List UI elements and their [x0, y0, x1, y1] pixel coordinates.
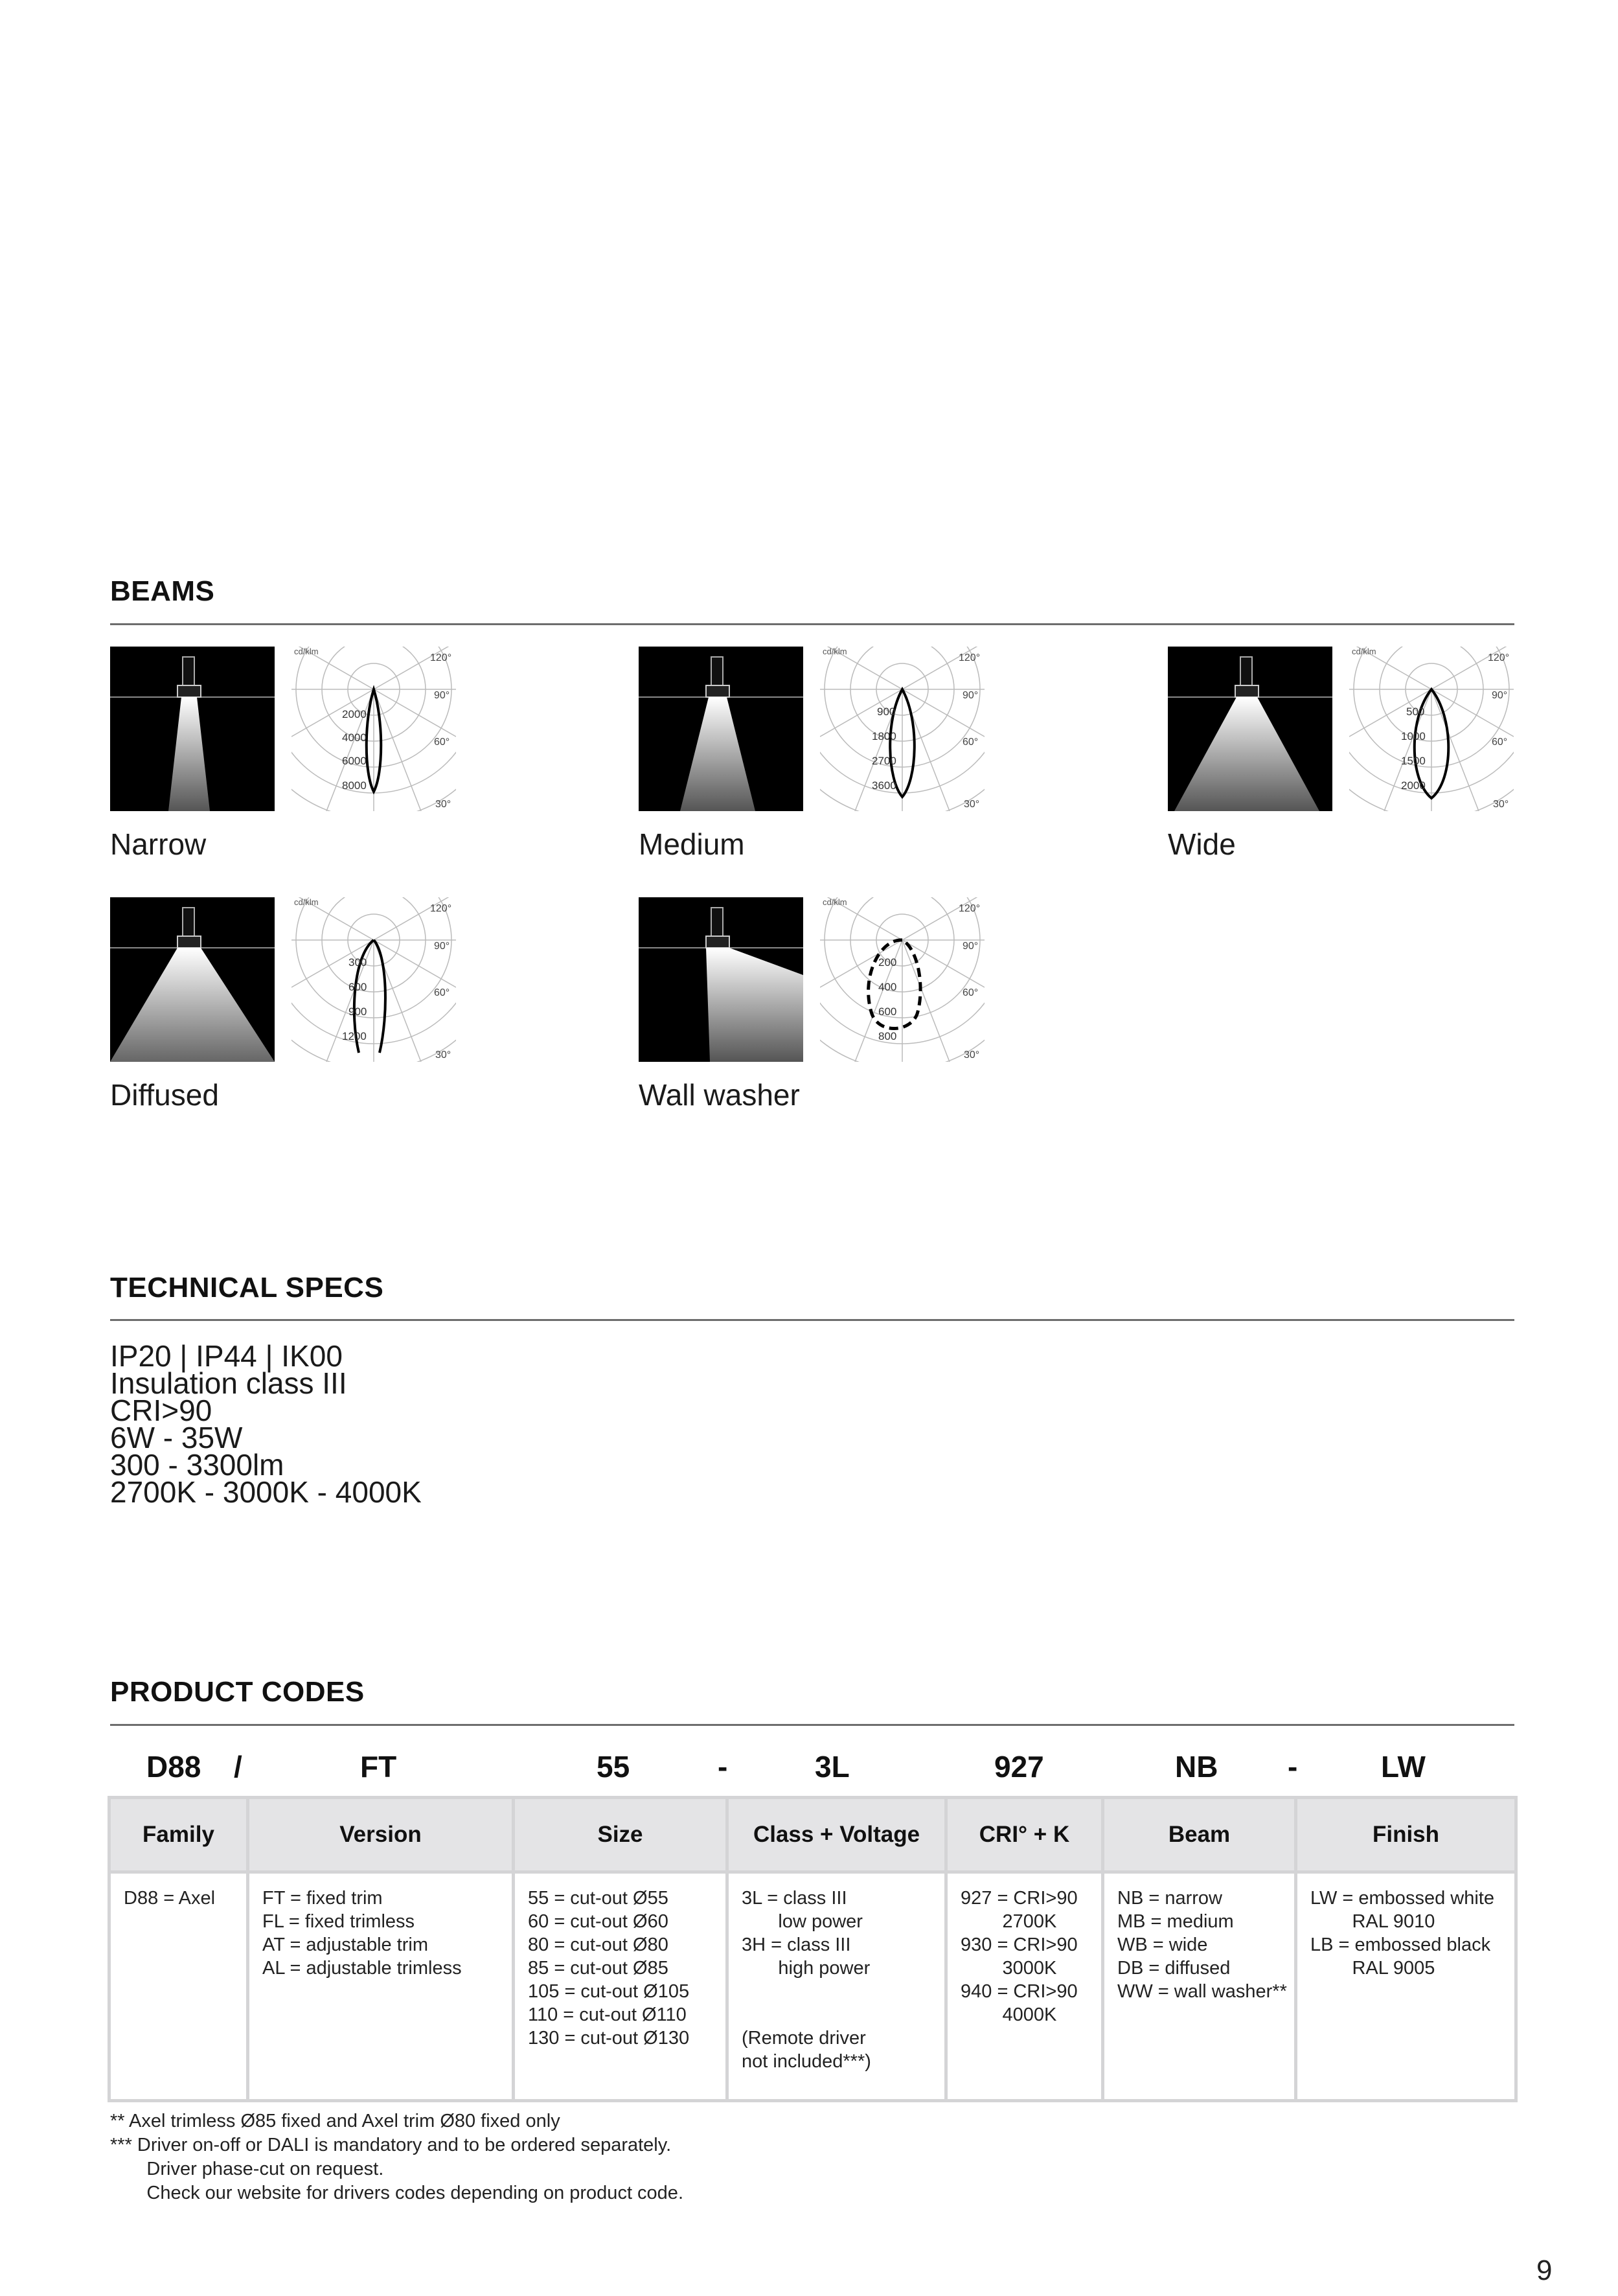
tech-specs-list: [110, 1339, 422, 1509]
cell-finish: [1296, 1872, 1516, 2101]
code-separator: -: [718, 1750, 728, 1784]
narrow-label: Narrow: [110, 827, 207, 861]
cell-line: WB = wide: [1117, 1934, 1208, 1955]
tech-specs-title: TECHNICAL SPECS: [110, 1272, 384, 1303]
radius-value: 600: [878, 1005, 897, 1018]
cell-line: low power: [742, 1911, 863, 1932]
cell-line: MB = medium: [1117, 1911, 1234, 1932]
code-separator: /: [234, 1750, 242, 1784]
wall-washer-polar-diagram: [820, 897, 985, 1062]
cell-line: 930 = CRI>90: [961, 1934, 1078, 1955]
cell-line: AL = adjustable trimless: [262, 1958, 462, 1979]
header-family: Family: [109, 1798, 248, 1872]
cell-line: 85 = cut-out Ø85: [528, 1958, 668, 1979]
wide-beam-photo: [1168, 647, 1332, 811]
angle-label: 60°: [963, 737, 979, 748]
diffused-polar-diagram: [291, 897, 456, 1062]
angle-label: 120°: [959, 903, 981, 914]
angle-label: 30°: [964, 1050, 980, 1061]
code-family: D88: [146, 1750, 201, 1784]
cell-line: FT = fixed trim: [262, 1888, 383, 1909]
cell-line: not included***): [742, 2051, 871, 2072]
angle-label: 90°: [434, 941, 450, 952]
product-codes-rule: [110, 1724, 1514, 1726]
radius-value: 2000: [1401, 779, 1426, 792]
footnote: Driver phase-cut on request.: [110, 2159, 384, 2179]
narrow-polar-diagram: [291, 647, 456, 811]
cell-line: high power: [742, 1958, 871, 1979]
angle-label: 120°: [959, 652, 981, 663]
narrow-beam-photo: [110, 647, 275, 811]
cell-line: FL = fixed trimless: [262, 1911, 415, 1932]
radius-value: 1500: [1401, 755, 1426, 767]
cell-version: [248, 1872, 514, 2101]
cell-line: LW = embossed white: [1310, 1888, 1494, 1909]
cell-line: 940 = CRI>90: [961, 1981, 1078, 2002]
angle-label: 30°: [435, 1050, 451, 1061]
header-class-voltage: Class + Voltage: [727, 1798, 946, 1872]
polar-unit-label: cd/klm: [823, 897, 847, 907]
radius-value: 200: [878, 956, 897, 969]
cell-line: 3000K: [961, 1958, 1057, 1979]
angle-label: 30°: [435, 799, 451, 810]
spec-line: CRI>90: [110, 1394, 212, 1427]
angle-label: 30°: [964, 799, 980, 810]
cell-line: [742, 1980, 931, 2003]
radius-value: 2700: [872, 755, 896, 767]
angle-label: 120°: [430, 903, 452, 914]
radius-value: 400: [878, 981, 897, 993]
code-class: 3L: [815, 1750, 850, 1784]
angle-label: 90°: [963, 690, 979, 701]
code-size: 55: [597, 1750, 630, 1784]
cell-line: AT = adjustable trim: [262, 1934, 429, 1955]
code-finish: LW: [1381, 1750, 1426, 1784]
radius-value: 4000: [342, 731, 367, 744]
cell-line: DB = diffused: [1117, 1958, 1231, 1979]
cell-line: 927 = CRI>90: [961, 1888, 1078, 1909]
polar-unit-label: cd/klm: [294, 647, 319, 656]
radius-value: 600: [348, 981, 367, 993]
header-cri-k: CRI° + K: [946, 1798, 1103, 1872]
tech-specs-rule: [110, 1319, 1514, 1321]
radius-value: 900: [877, 706, 896, 718]
table-row: [109, 1872, 1516, 2101]
wide-polar-diagram: [1349, 647, 1514, 811]
wall-washer-beam-photo: [639, 897, 803, 1062]
product-codes-title: PRODUCT CODES: [110, 1676, 365, 1708]
radius-value: 6000: [342, 755, 367, 767]
radius-value: 1800: [872, 730, 896, 742]
cell-size: [514, 1872, 727, 2101]
cell-line: [742, 2003, 931, 2026]
footnote: *** Driver on-off or DALI is mandatory and to be ordered separately.: [110, 2135, 672, 2155]
spec-line: 2700K - 3000K - 4000K: [110, 1475, 422, 1509]
footnote: ** Axel trimless Ø85 fixed and Axel trim Ø80 fixed only: [110, 2111, 560, 2131]
polar-unit-label: cd/klm: [294, 897, 319, 907]
angle-label: 90°: [963, 941, 979, 952]
cell-line: 3L = class III: [742, 1888, 847, 1909]
code-version: FT: [360, 1750, 397, 1784]
angle-label: 30°: [1493, 799, 1509, 810]
code-cri: 927: [994, 1750, 1044, 1784]
radius-value: 3600: [872, 779, 896, 792]
beams-title: BEAMS: [110, 575, 215, 607]
cell-line: 130 = cut-out Ø130: [528, 2028, 690, 2049]
code-separator: -: [1288, 1750, 1298, 1784]
polar-unit-label: cd/klm: [823, 647, 847, 656]
radius-value: 8000: [342, 779, 367, 792]
cell-line: RAL 9005: [1310, 1958, 1435, 1979]
cell-line: 3H = class III: [742, 1934, 851, 1955]
header-version: Version: [248, 1798, 514, 1872]
cell-line: 80 = cut-out Ø80: [528, 1934, 668, 1955]
medium-label: Medium: [639, 827, 745, 861]
angle-label: 90°: [1492, 690, 1508, 701]
radius-value: 1000: [1401, 730, 1426, 742]
radius-value: 900: [348, 1005, 367, 1018]
angle-label: 120°: [1488, 652, 1510, 663]
beams-rule: [110, 623, 1514, 625]
angle-label: 90°: [434, 690, 450, 701]
spec-line: 6W - 35W: [110, 1421, 243, 1454]
cell-line: 55 = cut-out Ø55: [528, 1888, 668, 1909]
polar-unit-label: cd/klm: [1352, 647, 1376, 656]
cell-family: [109, 1872, 248, 2101]
page-number: 9: [1536, 2255, 1553, 2286]
spec-line: Insulation class III: [110, 1366, 347, 1400]
cell-line: WW = wall washer**: [1117, 1981, 1287, 2002]
cell-line: 4000K: [961, 2004, 1057, 2025]
angle-label: 60°: [963, 987, 979, 998]
header-size: Size: [514, 1798, 727, 1872]
radius-value: 1200: [342, 1030, 367, 1042]
radius-value: 800: [878, 1030, 897, 1042]
angle-label: 120°: [430, 652, 452, 663]
cell-line: RAL 9010: [1310, 1911, 1435, 1932]
radius-value: 300: [348, 956, 367, 969]
product-codes-table: [108, 1796, 1518, 2102]
spec-line: IP20 | IP44 | IK00: [110, 1339, 343, 1373]
cell-line: 105 = cut-out Ø105: [528, 1981, 690, 2002]
cell-beam: [1103, 1872, 1296, 2101]
cell-line: 60 = cut-out Ø60: [528, 1911, 668, 1932]
medium-polar-diagram: [820, 647, 985, 811]
angle-label: 60°: [434, 987, 450, 998]
diffused-label: Diffused: [110, 1078, 219, 1112]
cell-cri-k: [946, 1872, 1103, 2101]
radius-value: 500: [1406, 706, 1425, 718]
cell-line: D88 = Axel: [124, 1888, 216, 1909]
wall-washer-label: Wall washer: [639, 1078, 800, 1112]
cell-line: LB = embossed black: [1310, 1934, 1491, 1955]
table-header-row: [109, 1798, 1516, 1872]
cell-line: 110 = cut-out Ø110: [528, 2004, 687, 2025]
angle-label: 60°: [1492, 737, 1508, 748]
wide-label: Wide: [1168, 827, 1236, 861]
cell-line: NB = narrow: [1117, 1888, 1222, 1909]
spec-line: 300 - 3300lm: [110, 1448, 284, 1482]
header-beam: Beam: [1103, 1798, 1296, 1872]
footnotes: [110, 2109, 683, 2205]
footnote: Check our website for drivers codes depending on product code.: [110, 2183, 683, 2203]
cell-line: (Remote driver: [742, 2028, 866, 2049]
header-finish: Finish: [1296, 1798, 1516, 1872]
code-beam: NB: [1175, 1750, 1218, 1784]
radius-value: 2000: [342, 708, 367, 720]
diffused-beam-photo: [110, 897, 275, 1062]
cell-class-voltage: [727, 1872, 946, 2101]
cell-line: 2700K: [961, 1911, 1057, 1932]
medium-beam-photo: [639, 647, 803, 811]
angle-label: 60°: [434, 737, 450, 748]
